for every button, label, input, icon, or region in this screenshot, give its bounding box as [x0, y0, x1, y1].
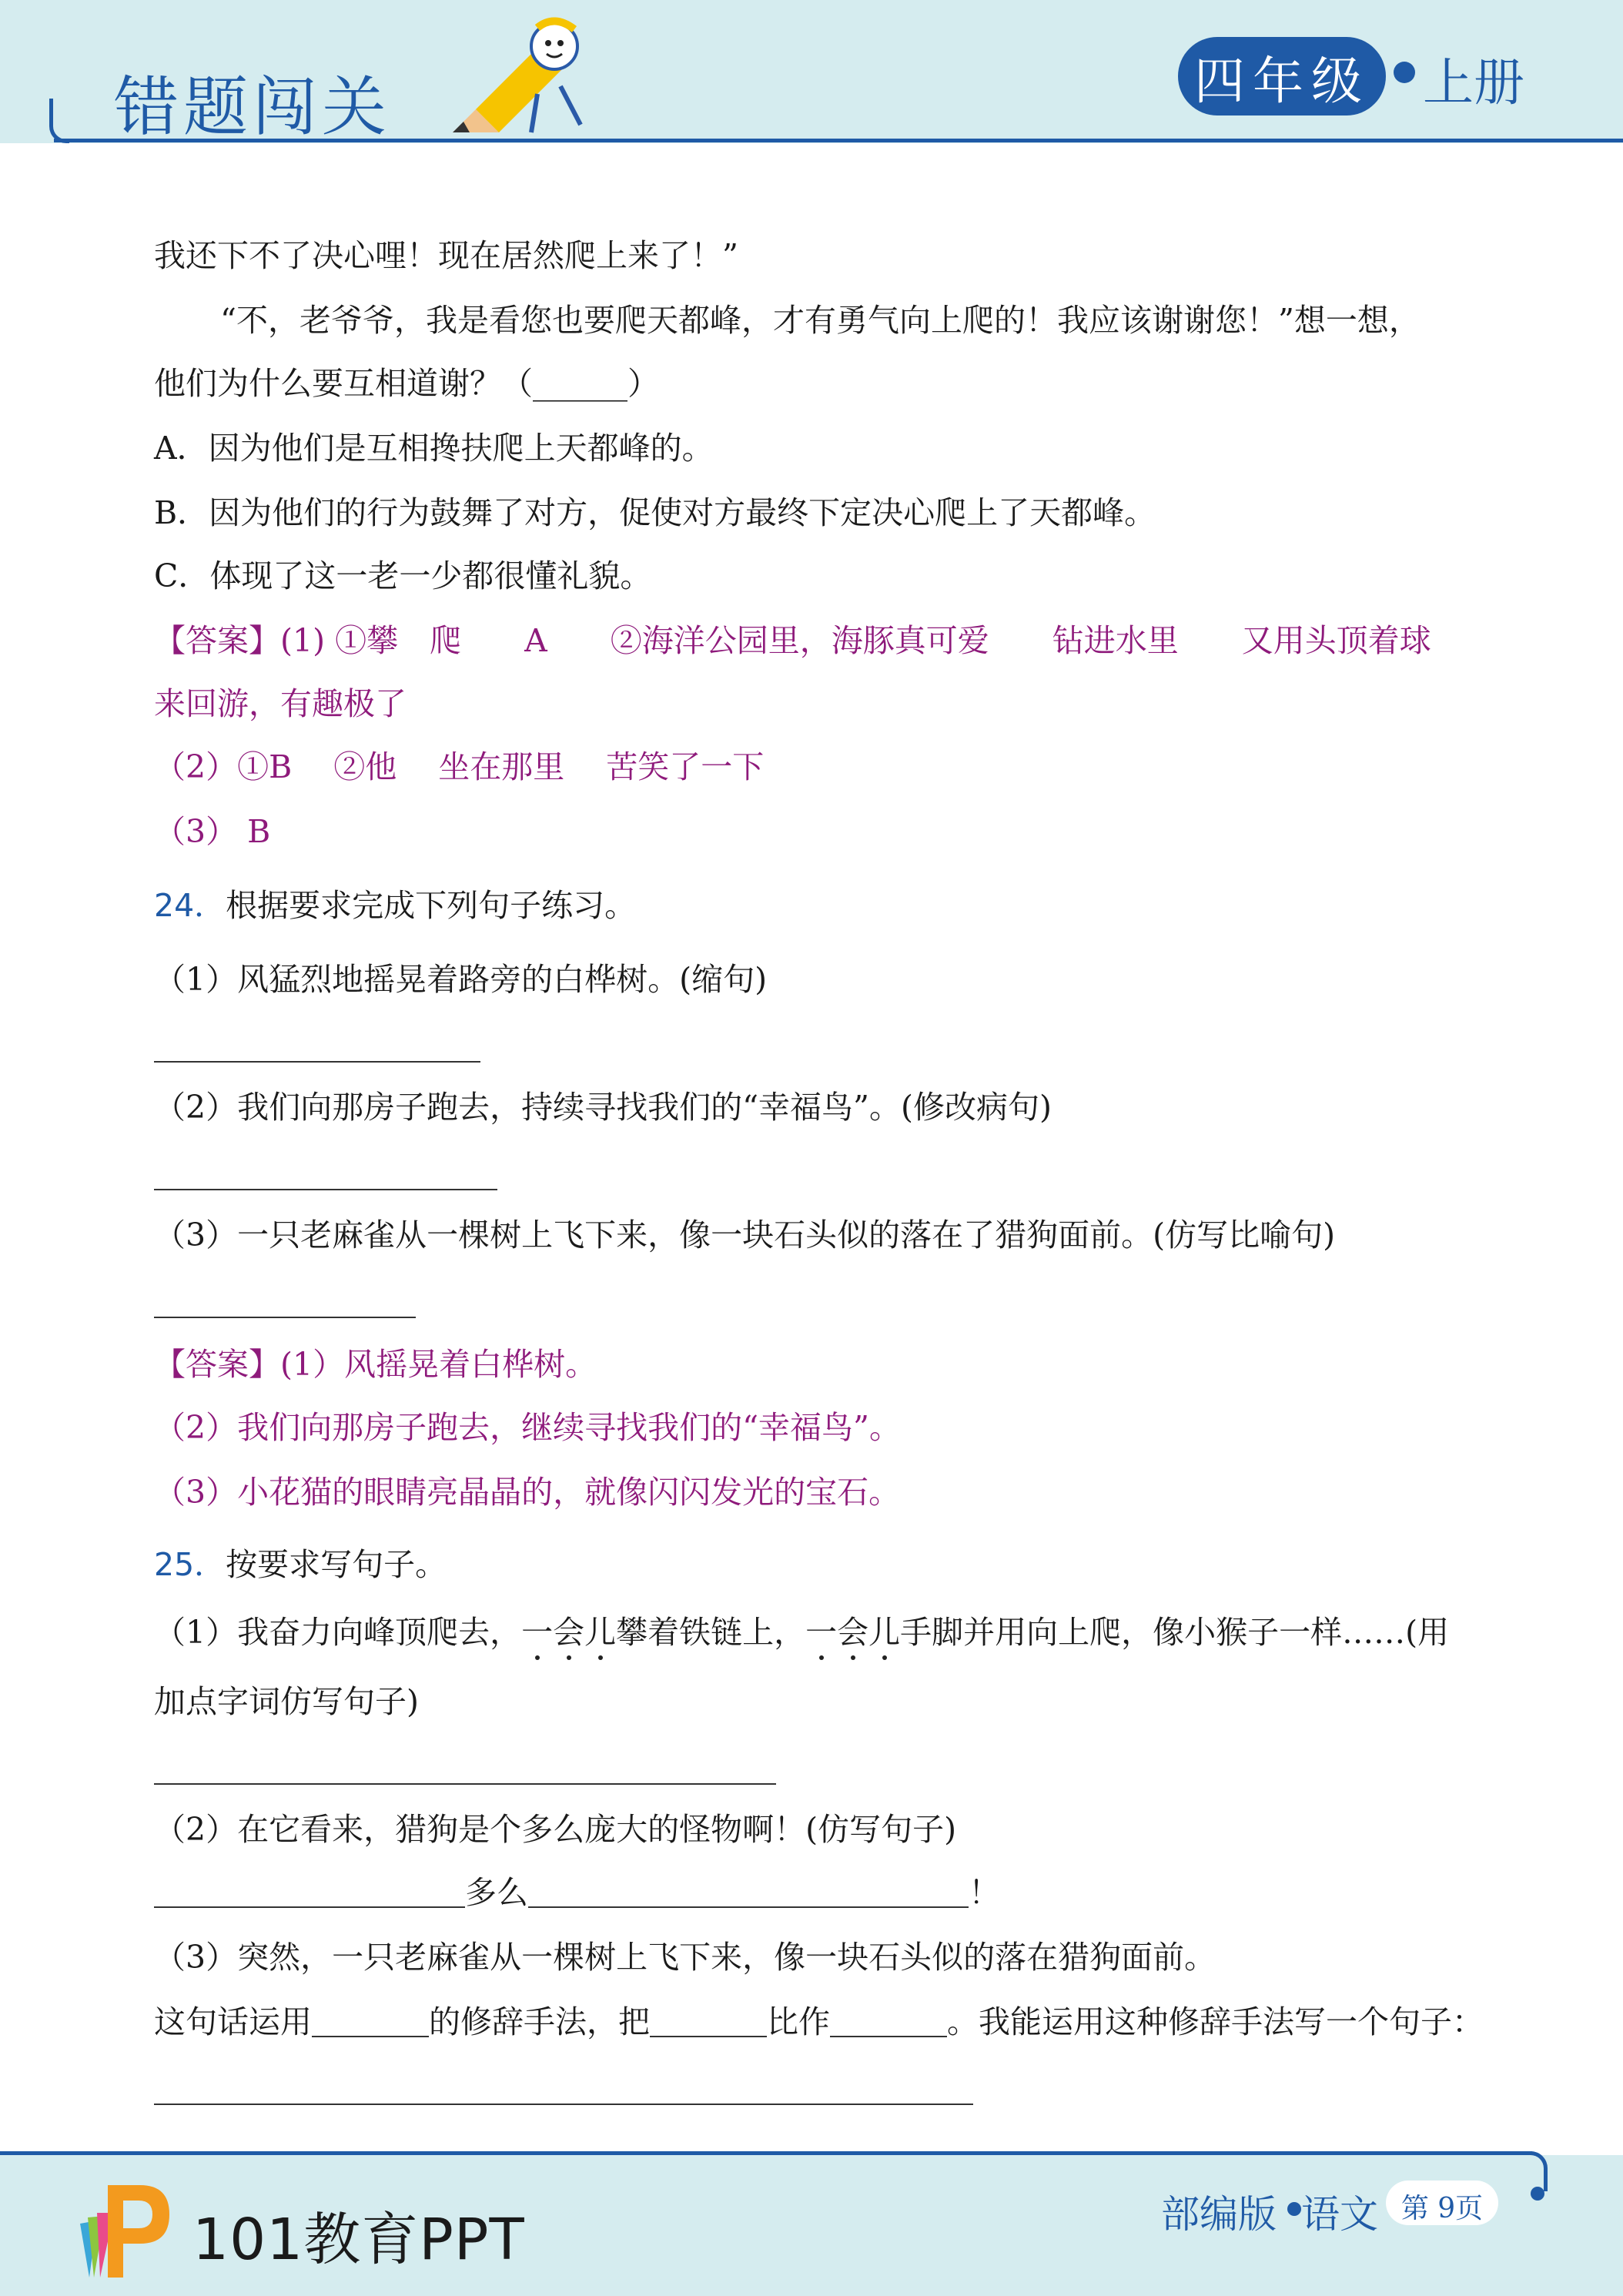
answer-blank[interactable]	[154, 1061, 480, 1063]
answer-blank[interactable]	[154, 1876, 465, 1908]
dotted-char: 会	[837, 1614, 869, 1651]
question-24	[154, 885, 636, 925]
text-segment: 的修辞手法，把	[429, 2003, 650, 2040]
brand-logo-icon	[74, 2177, 174, 2279]
edition-label: 部编版	[1161, 2192, 1277, 2237]
dotted-char: 会	[553, 1614, 585, 1651]
footer-rule	[0, 2151, 1532, 2155]
grade-label: 四年级	[1194, 52, 1370, 111]
volume-label: 上册	[1423, 53, 1524, 112]
answer-line: 【答案】(1) ①攀 爬 A ②海洋公园里，海豚真可爱 钻进水里 又用头顶着球	[154, 622, 1431, 659]
passage-line: “不，老爷爷，我是看您也要爬天都峰，才有勇气向上爬的！我应该谢谢您！”想一想，	[220, 302, 1421, 339]
answer-blank[interactable]	[154, 1317, 416, 1318]
footer-decoration-dot	[1531, 2187, 1544, 2201]
answer-line: （3）小花猫的眼睛亮晶晶的，就像闪闪发光的宝石。	[154, 1474, 901, 1511]
answer-blank[interactable]	[312, 2005, 429, 2037]
page-number: 第 9页	[1400, 2193, 1484, 2224]
question-number: 24．	[154, 887, 226, 924]
answer-line: 来回游，有趣极了	[154, 685, 407, 722]
series-title: 错题闯关	[114, 69, 392, 145]
separator-dot	[1287, 2202, 1301, 2216]
question-25	[154, 1545, 447, 1585]
question-text: 根据要求完成下列句子练习。	[226, 887, 637, 924]
text-segment: 比作	[767, 2003, 830, 2040]
passage-line: 我还下不了决心哩！现在居然爬上来了！”	[154, 237, 738, 274]
subquestion: （1）风猛烈地摇晃着路旁的白桦树。(缩句)	[154, 961, 768, 998]
brand-name: 101教育PPT	[192, 2207, 525, 2273]
question-number: 25．	[154, 1546, 226, 1583]
text-segment: 。我能运用这种修辞手法写一个句子：	[947, 2003, 1484, 2040]
answer-blank[interactable]	[528, 1876, 969, 1908]
subquestion: 加点字词仿写句子)	[154, 1683, 419, 1720]
dotted-char: 一	[521, 1614, 554, 1651]
subquestion: （3）突然，一只老麻雀从一棵树上飞下来，像一块石头似的落在猎狗面前。	[154, 1939, 1216, 1976]
answer-blank[interactable]	[650, 2005, 767, 2037]
answer-line: （2）①B ②他 坐在那里 苦笑了一下	[154, 748, 765, 785]
separator-dot	[1394, 62, 1415, 83]
answer-line: （3） B	[154, 813, 271, 850]
question-text: 按要求写句子。	[226, 1546, 447, 1583]
subquestion: （2）我们向那房子跑去，持续寻找我们的“幸福鸟”。(修改病句)	[154, 1089, 1052, 1126]
subquestion: （3）一只老麻雀从一棵树上飞下来，像一块石头似的落在了猎狗面前。(仿写比喻句)	[154, 1217, 1336, 1253]
option-a: A．因为他们是互相搀扶爬上天都峰的。	[154, 430, 714, 467]
option-b: B．因为他们的行为鼓舞了对方，促使对方最终下定决心爬上了天都峰。	[154, 494, 1156, 531]
text-segment: 这句话运用	[154, 2003, 312, 2040]
fill-in-line	[154, 2002, 1484, 2042]
subquestion	[154, 1612, 1449, 1652]
text-segment: 手脚并用向上爬，像小猴子一样……(用	[900, 1614, 1450, 1651]
header-decoration	[49, 99, 69, 143]
dotted-char: 一	[805, 1614, 838, 1651]
question-line: 他们为什么要互相道谢？（______）	[154, 365, 659, 402]
dotted-char: 儿	[868, 1614, 901, 1651]
answer-blank[interactable]	[154, 1189, 497, 1190]
text-segment: ！	[969, 1874, 1000, 1911]
subquestion: （2）在它看来，猎狗是个多么庞大的怪物啊！(仿写句子)	[154, 1811, 957, 1848]
text-segment: 多么	[465, 1874, 528, 1911]
text-segment: 攀着铁链上，	[616, 1614, 806, 1651]
answer-blank[interactable]	[154, 2104, 973, 2105]
answer-blank[interactable]	[830, 2005, 947, 2037]
answer-blank[interactable]	[154, 1783, 776, 1785]
pencil-mascot-icon	[445, 17, 591, 140]
answer-line: （2）我们向那房子跑去，继续寻找我们的“幸福鸟”。	[154, 1409, 902, 1446]
answer-line: 【答案】(1）风摇晃着白桦树。	[154, 1346, 597, 1383]
option-c: C．体现了这一老一少都很懂礼貌。	[154, 557, 652, 594]
text-segment: （1）我奋力向峰顶爬去，	[154, 1614, 522, 1651]
dotted-char: 儿	[584, 1614, 617, 1651]
subject-label: 语文	[1301, 2192, 1378, 2237]
fill-in-line	[154, 1873, 1000, 1913]
